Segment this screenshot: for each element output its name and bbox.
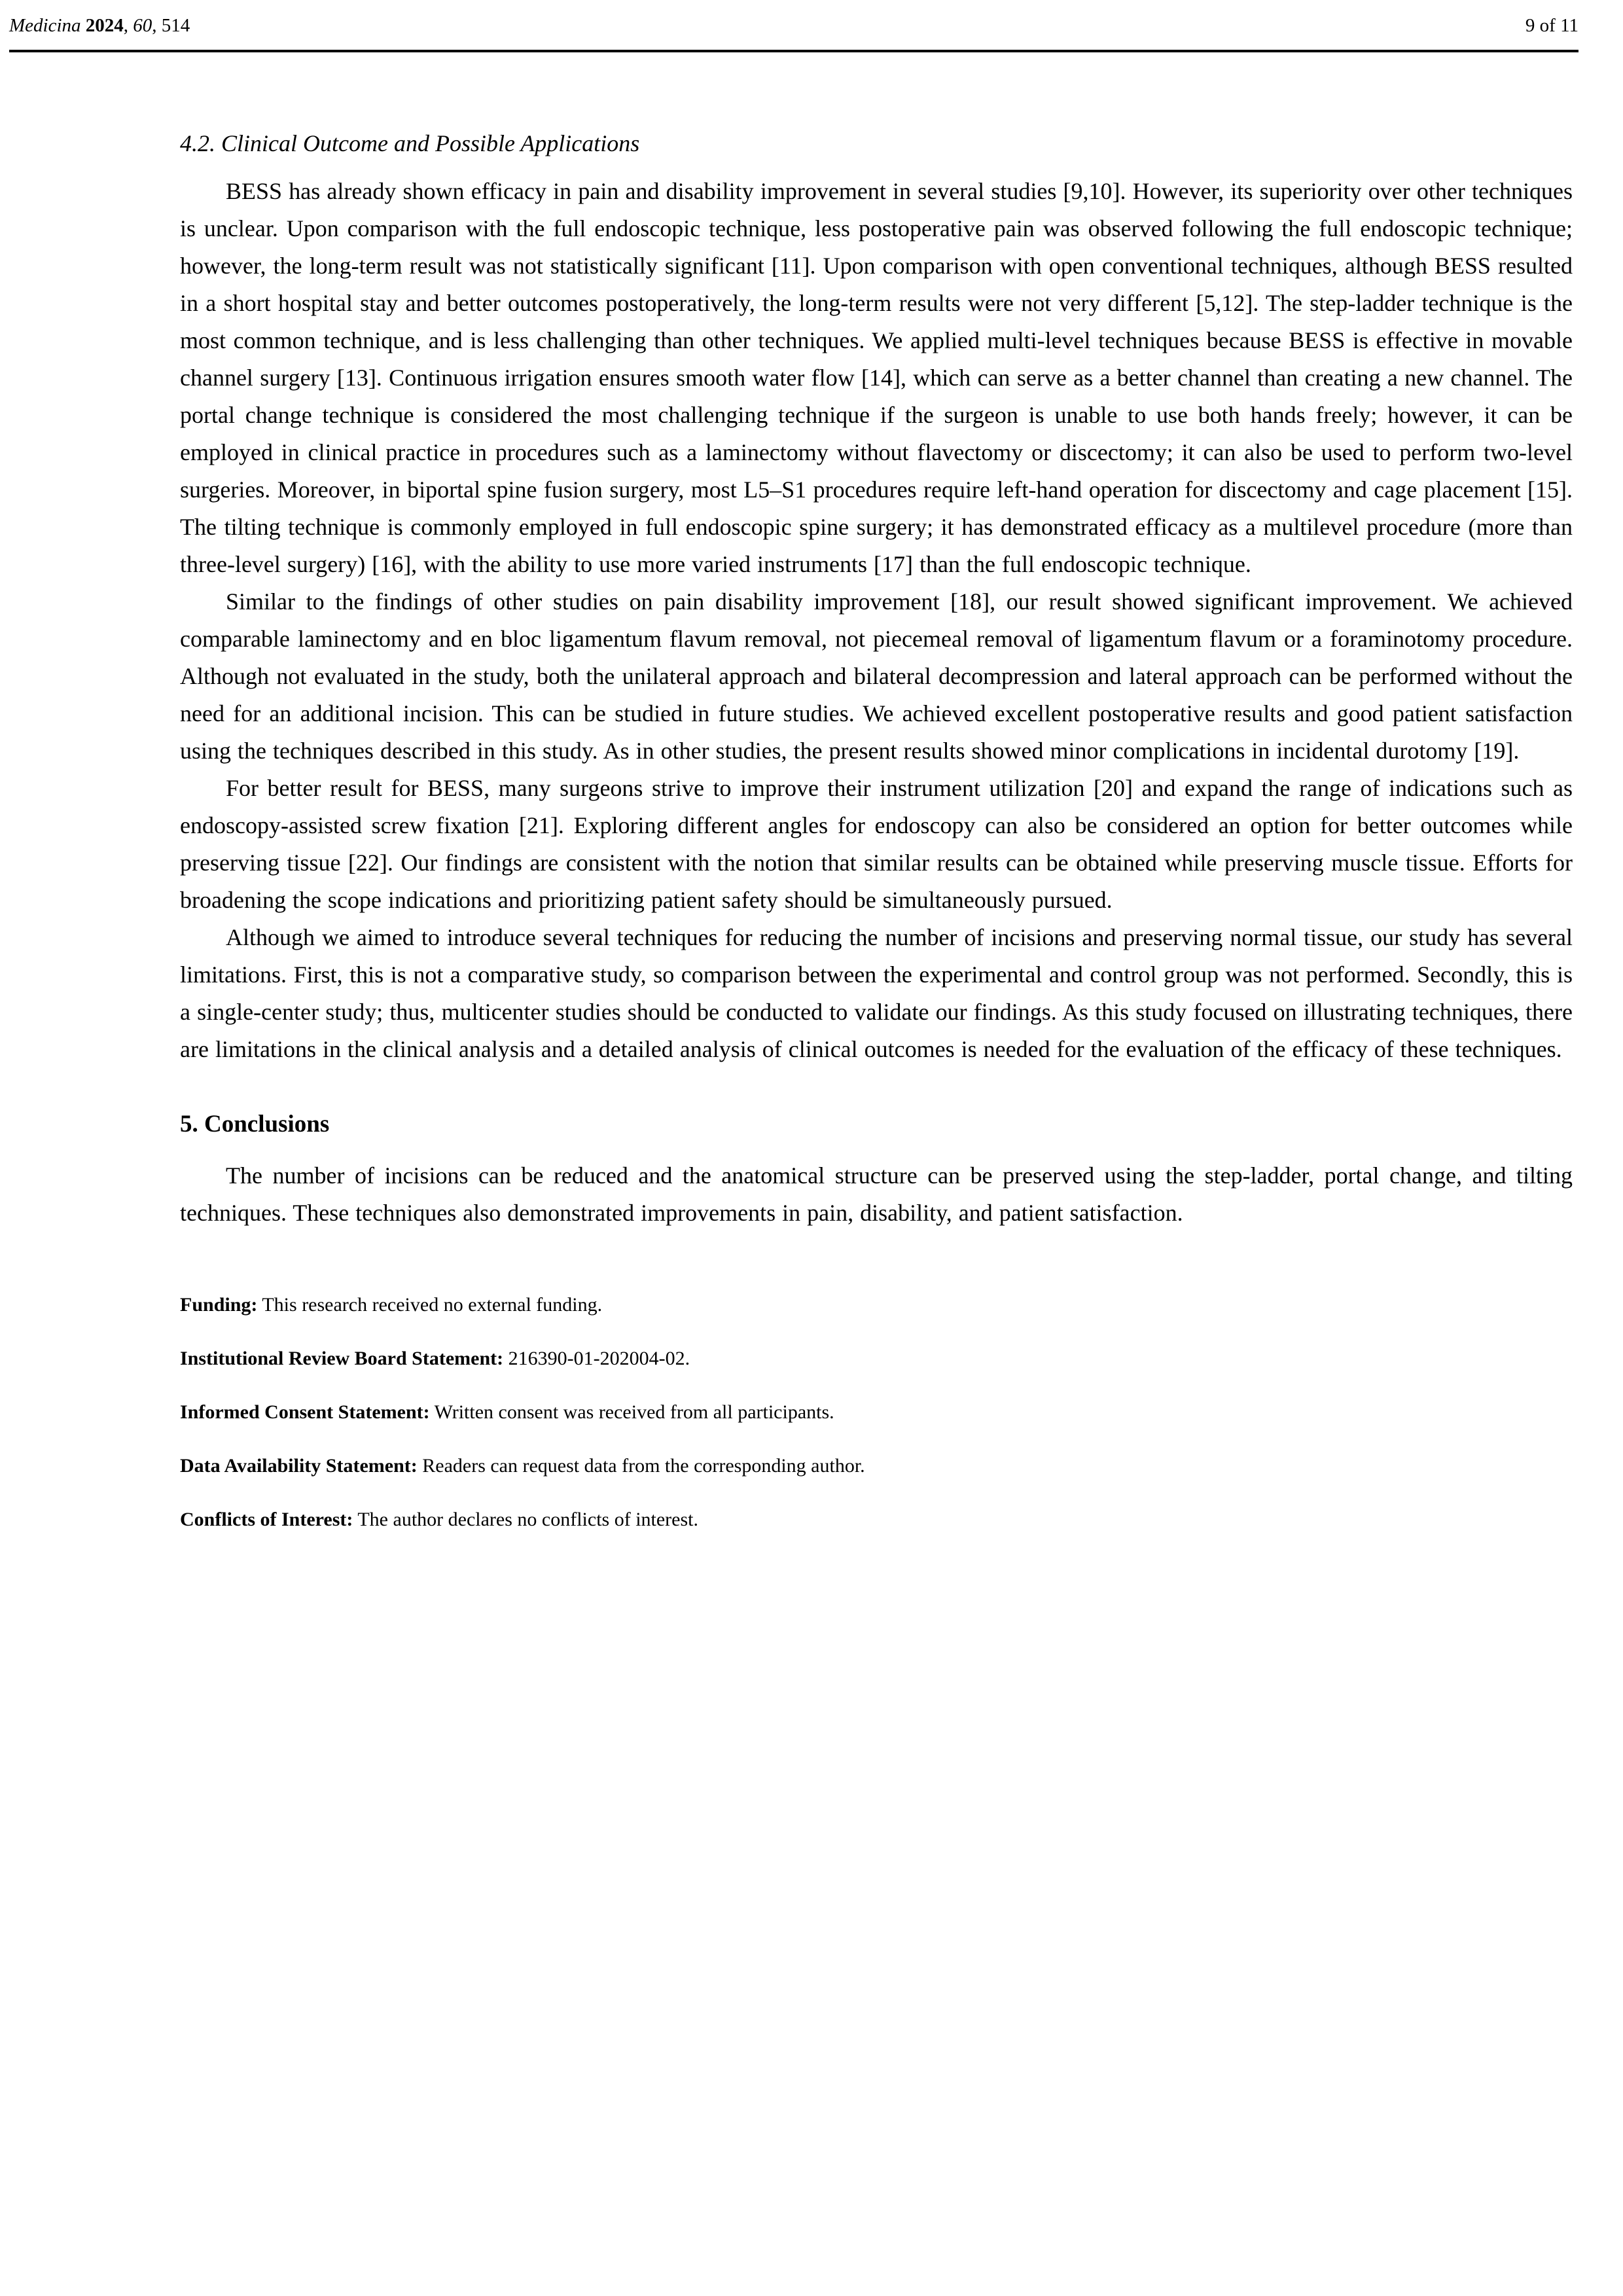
- discussion-paragraph-2: Similar to the findings of other studies on pain disability improvement [18], our result showed significant improvement. We achieved comparable laminectomy and en bloc ligamentum flavum removal, not piecemeal removal of ligamentum flavum or a foraminotomy procedure. Although not evaluated in the study, both the unilateral approach and bilateral decompression and lateral approach can be performed without the need for an additional incision. This can be studied in future studies. We achieved excellent postoperative results and good patient satisfaction using the techniques described in this study. As in other studies, the present results showed minor complications in incidental durotomy [19].: [180, 588, 1573, 764]
- irb-text: 216390-01-202004-02.: [508, 1348, 690, 1369]
- funding-text: This research received no external funding.: [262, 1294, 603, 1316]
- data-availability-label: Data Availability Statement:: [180, 1455, 418, 1477]
- data-availability-statement: [180, 1453, 1573, 1479]
- informed-consent-text: Written consent was received from all participants.: [434, 1401, 834, 1423]
- citation-separator-1: ,: [123, 15, 134, 36]
- article-body: [180, 128, 1573, 1560]
- journal-citation: [9, 13, 190, 38]
- conflicts-of-interest-text: The author declares no conflicts of interest.: [357, 1509, 698, 1530]
- citation-year: 2024: [85, 15, 124, 36]
- journal-name: Medicina: [9, 15, 81, 36]
- funding-label: Funding:: [180, 1294, 258, 1316]
- funding-statement: [180, 1292, 1573, 1318]
- conclusions-heading: 5. Conclusions: [180, 1111, 330, 1138]
- informed-consent-label: Informed Consent Statement:: [180, 1401, 430, 1423]
- header-rule: [9, 50, 1578, 52]
- conclusions-paragraph: The number of incisions can be reduced and the anatomical structure can be preserved using the step-ladder, portal change, and tilting techniques. These techniques also demonstrated improvements in pain, disability, and patient satisfaction.: [180, 1162, 1573, 1226]
- informed-consent-statement: [180, 1399, 1573, 1426]
- irb-statement: [180, 1346, 1573, 1372]
- citation-space: [81, 15, 86, 36]
- citation-volume: 60: [133, 15, 152, 36]
- subsection-heading-clinical-outcome: 4.2. Clinical Outcome and Possible Applications: [180, 130, 640, 156]
- irb-label: Institutional Review Board Statement:: [180, 1348, 504, 1369]
- running-header: [9, 13, 1578, 38]
- discussion-paragraph-3: For better result for BESS, many surgeons strive to improve their instrument utilization [20] and expand the range of indications such as endoscopy-assisted screw fixation [21]. Exploring different angles for endoscopy can also be considered an option for better outcomes while preserving tissue [22]. Our findings are consistent with the notion that similar results can be obtained while preserving muscle tissue. Efforts for broadening the scope indications and prioritizing patient safety should be simultaneously pursued.: [180, 775, 1573, 913]
- citation-article-number: , 514: [152, 15, 190, 36]
- data-availability-text: Readers can request data from the corresponding author.: [422, 1455, 865, 1477]
- conflicts-of-interest-statement: [180, 1507, 1573, 1533]
- conflicts-of-interest-label: Conflicts of Interest:: [180, 1509, 353, 1530]
- discussion-paragraph-1: BESS has already shown efficacy in pain and disability improvement in several studies [9,10]. However, its superiority over other techniques is unclear. Upon comparison with the full endoscopic technique, less postoperative pain was observed following the full endoscopic technique; however, the long-term result was not statistically significant [11]. Upon comparison with open conventional techniques, although BESS resulted in a short hospital stay and better outcomes postoperatively, the long-term results were not very different [5,12]. The step-ladder technique is the most common technique, and is less challenging than other techniques. We applied multi-level techniques because BESS is effective in movable channel surgery [13]. Continuous irrigation ensures smooth water flow [14], which can serve as a better channel than creating a new channel. The portal change technique is considered the most challenging technique if the surgeon is unable to use both hands freely; however, it can be employed in clinical practice in procedures such as a laminectomy without flavectomy or discectomy; it can also be used to perform two-level surgeries. Moreover, in biportal spine fusion surgery, most L5–S1 procedures require left-hand operation for discectomy and cage placement [15]. The tilting technique is commonly employed in full endoscopic spine surgery; it has demonstrated efficacy as a multilevel procedure (more than three-level surgery) [16], with the ability to use more varied instruments [17] than the full endoscopic technique.: [180, 178, 1573, 577]
- backmatter-section: [180, 1292, 1573, 1533]
- discussion-paragraph-4: Although we aimed to introduce several techniques for reducing the number of incisions and preserving normal tissue, our study has several limitations. First, this is not a comparative study, so comparison between the experimental and control group was not performed. Secondly, this is a single-center study; thus, multicenter studies should be conducted to validate our findings. As this study focused on illustrating techniques, there are limitations in the clinical analysis and a detailed analysis of clinical outcomes is needed for the evaluation of the efficacy of these techniques.: [180, 924, 1573, 1062]
- page-number-indicator: 9 of 11: [1525, 15, 1578, 36]
